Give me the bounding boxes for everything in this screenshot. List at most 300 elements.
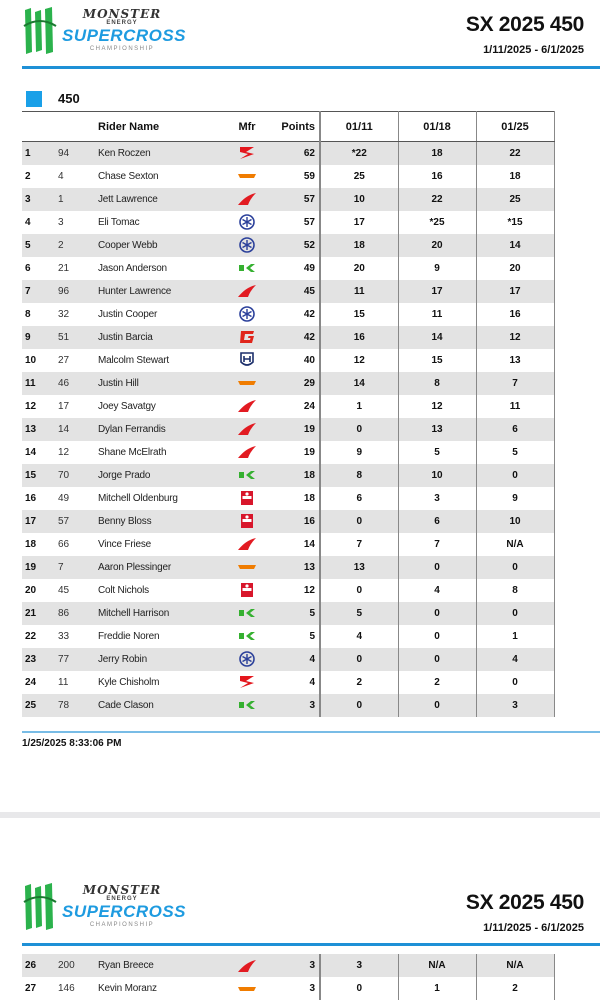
- rider-name: Jett Lawrence: [98, 188, 222, 211]
- supercross-logo-2: [22, 882, 187, 934]
- manufacturer-logo: [222, 372, 272, 395]
- manufacturer-logo: [222, 625, 272, 648]
- yamaha-logo-icon: [236, 651, 258, 667]
- rider-points: 29: [272, 372, 320, 395]
- honda-logo-icon: [236, 958, 258, 974]
- round-1-points: 7: [320, 533, 398, 556]
- rider-name: Colt Nichols: [98, 579, 222, 602]
- round-2-points: 0: [398, 602, 476, 625]
- beta-logo-icon: [236, 513, 258, 529]
- round-3-points: 5: [476, 441, 554, 464]
- monster-claw-icon: [22, 882, 58, 932]
- round-1-points: 1: [320, 395, 398, 418]
- yamaha-logo-icon: [236, 214, 258, 230]
- table-row: [22, 648, 554, 671]
- footer-rule: [22, 731, 600, 733]
- rider-number: 46: [56, 372, 98, 395]
- honda-logo-icon: [236, 421, 258, 437]
- col-round-2-header: 01/18: [398, 112, 476, 142]
- table-row: [22, 602, 554, 625]
- rider-name: Hunter Lawrence: [98, 280, 222, 303]
- suzuki-logo-icon: [236, 674, 258, 690]
- table-row: [22, 510, 554, 533]
- table-row: [22, 234, 554, 257]
- manufacturer-logo: [222, 977, 272, 1000]
- manufacturer-logo: [222, 556, 272, 579]
- round-1-points: 18: [320, 234, 398, 257]
- rider-number: 86: [56, 602, 98, 625]
- rider-number: 32: [56, 303, 98, 326]
- round-3-points: 4: [476, 648, 554, 671]
- round-3-points: 0: [476, 602, 554, 625]
- round-1-points: 0: [320, 510, 398, 533]
- rider-position: 14: [22, 441, 56, 464]
- rider-position: 12: [22, 395, 56, 418]
- round-1-points: 16: [320, 326, 398, 349]
- round-2-points: 8: [398, 372, 476, 395]
- beta-logo-icon: [236, 490, 258, 506]
- col-points-header: Points: [272, 112, 320, 142]
- table-row: [22, 349, 554, 372]
- round-2-points: 7: [398, 533, 476, 556]
- rider-position: 17: [22, 510, 56, 533]
- rider-position: 1: [22, 142, 56, 165]
- rider-number: 21: [56, 257, 98, 280]
- rider-position: 15: [22, 464, 56, 487]
- round-1-points: 0: [320, 579, 398, 602]
- rider-position: 9: [22, 326, 56, 349]
- round-2-points: 0: [398, 625, 476, 648]
- manufacturer-logo: [222, 579, 272, 602]
- rider-number: 94: [56, 142, 98, 165]
- rider-position: 4: [22, 211, 56, 234]
- table-row: [22, 441, 554, 464]
- table-row: [22, 671, 554, 694]
- kawasaki-logo-icon: [236, 467, 258, 483]
- round-1-points: *22: [320, 142, 398, 165]
- round-2-points: 5: [398, 441, 476, 464]
- round-3-points: 0: [476, 464, 554, 487]
- round-2-points: 13: [398, 418, 476, 441]
- honda-logo-icon: [236, 444, 258, 460]
- brand-monster: MONSTER: [82, 7, 162, 21]
- round-2-points: 17: [398, 280, 476, 303]
- rider-position: 22: [22, 625, 56, 648]
- rider-number: 1: [56, 188, 98, 211]
- page-title-2: SX 2025 450: [465, 891, 584, 914]
- rider-points: 16: [272, 510, 320, 533]
- round-2-points: 12: [398, 395, 476, 418]
- table-row: [22, 418, 554, 441]
- manufacturer-logo: [222, 234, 272, 257]
- table-row: [22, 487, 554, 510]
- ktm-logo-icon: [236, 981, 258, 997]
- rider-points: 12: [272, 579, 320, 602]
- honda-logo-icon: [236, 283, 258, 299]
- round-3-points: 18: [476, 165, 554, 188]
- rider-points: 57: [272, 188, 320, 211]
- col-mfr-header: Mfr: [222, 112, 272, 142]
- round-2-points: 16: [398, 165, 476, 188]
- round-3-points: 2: [476, 977, 554, 1000]
- standings-table: [22, 111, 555, 717]
- gasgas-logo-icon: [236, 329, 258, 345]
- kawasaki-logo-icon: [236, 605, 258, 621]
- manufacturer-logo: [222, 510, 272, 533]
- round-2-points: 9: [398, 257, 476, 280]
- rider-points: 42: [272, 326, 320, 349]
- round-3-points: *15: [476, 211, 554, 234]
- manufacturer-logo: [222, 487, 272, 510]
- manufacturer-logo: [222, 188, 272, 211]
- manufacturer-logo: [222, 602, 272, 625]
- rider-points: 42: [272, 303, 320, 326]
- rider-number: 2: [56, 234, 98, 257]
- rider-number: 11: [56, 671, 98, 694]
- rider-points: 40: [272, 349, 320, 372]
- rider-number: 12: [56, 441, 98, 464]
- table-row: [22, 556, 554, 579]
- col-rider-header: Rider Name: [98, 112, 222, 142]
- manufacturer-logo: [222, 648, 272, 671]
- round-1-points: 12: [320, 349, 398, 372]
- round-1-points: 25: [320, 165, 398, 188]
- rider-position: 10: [22, 349, 56, 372]
- rider-number: 78: [56, 694, 98, 717]
- rider-number: 66: [56, 533, 98, 556]
- rider-position: 26: [22, 954, 56, 977]
- table-row: [22, 280, 554, 303]
- round-1-points: 10: [320, 188, 398, 211]
- rider-number: 4: [56, 165, 98, 188]
- rider-number: 27: [56, 349, 98, 372]
- rider-position: 11: [22, 372, 56, 395]
- manufacturer-logo: [222, 395, 272, 418]
- rider-number: 7: [56, 556, 98, 579]
- rider-name: Malcolm Stewart: [98, 349, 222, 372]
- honda-logo-icon: [236, 191, 258, 207]
- rider-name: Kevin Moranz: [98, 977, 222, 1000]
- round-2-points: N/A: [398, 954, 476, 977]
- kawasaki-logo-icon: [236, 260, 258, 276]
- rider-name: Joey Savatgy: [98, 395, 222, 418]
- rider-points: 19: [272, 441, 320, 464]
- honda-logo-icon: [236, 536, 258, 552]
- manufacturer-logo: [222, 418, 272, 441]
- header-rule-2: [22, 943, 600, 946]
- round-1-points: 9: [320, 441, 398, 464]
- rider-position: 3: [22, 188, 56, 211]
- rider-points: 59: [272, 165, 320, 188]
- round-3-points: N/A: [476, 533, 554, 556]
- manufacturer-logo: [222, 533, 272, 556]
- rider-name: Jorge Prado: [98, 464, 222, 487]
- rider-points: 18: [272, 487, 320, 510]
- round-1-points: 17: [320, 211, 398, 234]
- round-1-points: 5: [320, 602, 398, 625]
- rider-name: Justin Barcia: [98, 326, 222, 349]
- round-1-points: 14: [320, 372, 398, 395]
- round-3-points: 11: [476, 395, 554, 418]
- round-1-points: 0: [320, 694, 398, 717]
- page-break: [0, 790, 600, 870]
- brand-series: SUPERCROSS: [62, 26, 187, 45]
- class-color-swatch: [26, 91, 42, 107]
- table-row: [22, 372, 554, 395]
- rider-number: 77: [56, 648, 98, 671]
- round-3-points: 14: [476, 234, 554, 257]
- table-row: [22, 165, 554, 188]
- rider-name: Freddie Noren: [98, 625, 222, 648]
- round-1-points: 3: [320, 954, 398, 977]
- round-2-points: 22: [398, 188, 476, 211]
- rider-points: 49: [272, 257, 320, 280]
- round-3-points: 20: [476, 257, 554, 280]
- round-3-points: 3: [476, 694, 554, 717]
- round-2-points: 10: [398, 464, 476, 487]
- round-1-points: 13: [320, 556, 398, 579]
- rider-name: Justin Hill: [98, 372, 222, 395]
- round-1-points: 2: [320, 671, 398, 694]
- round-3-points: 1: [476, 625, 554, 648]
- table-row: [22, 533, 554, 556]
- brand-series-2: SUPERCROSS: [62, 902, 187, 921]
- round-2-points: *25: [398, 211, 476, 234]
- round-1-points: 6: [320, 487, 398, 510]
- table-header-row: [22, 112, 554, 142]
- rider-name: Ryan Breece: [98, 954, 222, 977]
- rider-name: Jerry Robin: [98, 648, 222, 671]
- rider-number: 51: [56, 326, 98, 349]
- beta-logo-icon: [236, 582, 258, 598]
- rider-position: 18: [22, 533, 56, 556]
- rider-points: 18: [272, 464, 320, 487]
- round-3-points: 25: [476, 188, 554, 211]
- round-1-points: 0: [320, 977, 398, 1000]
- rider-points: 5: [272, 625, 320, 648]
- ktm-logo-icon: [236, 168, 258, 184]
- table-row: [22, 625, 554, 648]
- round-2-points: 2: [398, 671, 476, 694]
- manufacturer-logo: [222, 671, 272, 694]
- round-2-points: 18: [398, 142, 476, 165]
- round-3-points: N/A: [476, 954, 554, 977]
- rider-name: Justin Cooper: [98, 303, 222, 326]
- rider-number: 49: [56, 487, 98, 510]
- ktm-logo-icon: [236, 559, 258, 575]
- rider-position: 24: [22, 671, 56, 694]
- round-2-points: 6: [398, 510, 476, 533]
- table-row: [22, 579, 554, 602]
- rider-position: 2: [22, 165, 56, 188]
- round-3-points: 17: [476, 280, 554, 303]
- rider-name: Cade Clason: [98, 694, 222, 717]
- manufacturer-logo: [222, 441, 272, 464]
- round-3-points: 12: [476, 326, 554, 349]
- round-3-points: 0: [476, 556, 554, 579]
- table-row: [22, 303, 554, 326]
- rider-points: 24: [272, 395, 320, 418]
- rider-position: 27: [22, 977, 56, 1000]
- round-3-points: 8: [476, 579, 554, 602]
- table-row: [22, 257, 554, 280]
- rider-number: 146: [56, 977, 98, 1000]
- rider-points: 19: [272, 418, 320, 441]
- rider-points: 4: [272, 671, 320, 694]
- table-row: [22, 326, 554, 349]
- manufacturer-logo: [222, 280, 272, 303]
- round-3-points: 16: [476, 303, 554, 326]
- season-dates-2: 1/11/2025 - 6/1/2025: [483, 922, 584, 934]
- round-3-points: 0: [476, 671, 554, 694]
- rider-name: Cooper Webb: [98, 234, 222, 257]
- round-2-points: 11: [398, 303, 476, 326]
- table-row: [22, 211, 554, 234]
- round-2-points: 14: [398, 326, 476, 349]
- generated-timestamp: 1/25/2025 8:33:06 PM: [22, 738, 122, 749]
- rider-position: 16: [22, 487, 56, 510]
- rider-number: 45: [56, 579, 98, 602]
- round-3-points: 9: [476, 487, 554, 510]
- manufacturer-logo: [222, 326, 272, 349]
- brand-sub: CHAMPIONSHIP: [89, 46, 155, 52]
- round-3-points: 10: [476, 510, 554, 533]
- rider-position: 21: [22, 602, 56, 625]
- standings-table-continued: [22, 954, 555, 1000]
- manufacturer-logo: [222, 464, 272, 487]
- rider-number: 14: [56, 418, 98, 441]
- rider-position: 19: [22, 556, 56, 579]
- rider-number: 3: [56, 211, 98, 234]
- round-1-points: 15: [320, 303, 398, 326]
- rider-points: 13: [272, 556, 320, 579]
- brand-energy: ENERGY: [106, 20, 138, 26]
- col-round-1-header: 01/11: [320, 112, 398, 142]
- round-3-points: 6: [476, 418, 554, 441]
- round-2-points: 3: [398, 487, 476, 510]
- supercross-logo: [22, 6, 187, 58]
- round-3-points: 7: [476, 372, 554, 395]
- rider-name: Mitchell Oldenburg: [98, 487, 222, 510]
- rider-points: 52: [272, 234, 320, 257]
- honda-logo-icon: [236, 398, 258, 414]
- rider-name: Dylan Ferrandis: [98, 418, 222, 441]
- rider-name: Jason Anderson: [98, 257, 222, 280]
- rider-name: Shane McElrath: [98, 441, 222, 464]
- rider-name: Chase Sexton: [98, 165, 222, 188]
- round-1-points: 0: [320, 418, 398, 441]
- round-1-points: 0: [320, 648, 398, 671]
- page-title: SX 2025 450: [465, 13, 584, 36]
- round-3-points: 22: [476, 142, 554, 165]
- col-pos-header: [22, 112, 56, 142]
- suzuki-logo-icon: [236, 145, 258, 161]
- rider-number: 33: [56, 625, 98, 648]
- rider-points: 57: [272, 211, 320, 234]
- rider-position: 23: [22, 648, 56, 671]
- col-num-header: [56, 112, 98, 142]
- rider-position: 6: [22, 257, 56, 280]
- table-row: [22, 142, 554, 165]
- ktm-logo-icon: [236, 375, 258, 391]
- season-dates: 1/11/2025 - 6/1/2025: [483, 44, 584, 56]
- manufacturer-logo: [222, 211, 272, 234]
- rider-number: 70: [56, 464, 98, 487]
- round-1-points: 4: [320, 625, 398, 648]
- col-round-3-header: 01/25: [476, 112, 554, 142]
- round-2-points: 20: [398, 234, 476, 257]
- round-2-points: 0: [398, 556, 476, 579]
- header-rule: [22, 66, 600, 69]
- rider-number: 96: [56, 280, 98, 303]
- brand-sub-2: CHAMPIONSHIP: [89, 922, 155, 928]
- rider-points: 14: [272, 533, 320, 556]
- round-1-points: 11: [320, 280, 398, 303]
- manufacturer-logo: [222, 303, 272, 326]
- kawasaki-logo-icon: [236, 628, 258, 644]
- brand-energy-2: ENERGY: [106, 896, 138, 902]
- rider-position: 8: [22, 303, 56, 326]
- rider-position: 13: [22, 418, 56, 441]
- rider-number: 17: [56, 395, 98, 418]
- yamaha-logo-icon: [236, 237, 258, 253]
- rider-position: 20: [22, 579, 56, 602]
- table-row: [22, 395, 554, 418]
- rider-points: 45: [272, 280, 320, 303]
- rider-name: Aaron Plessinger: [98, 556, 222, 579]
- rider-name: Ken Roczen: [98, 142, 222, 165]
- table-row: [22, 977, 554, 1000]
- rider-position: 7: [22, 280, 56, 303]
- rider-points: 3: [272, 954, 320, 977]
- rider-name: Kyle Chisholm: [98, 671, 222, 694]
- rider-points: 62: [272, 142, 320, 165]
- rider-points: 4: [272, 648, 320, 671]
- table-row: [22, 464, 554, 487]
- round-2-points: 0: [398, 694, 476, 717]
- kawasaki-logo-icon: [236, 697, 258, 713]
- manufacturer-logo: [222, 349, 272, 372]
- manufacturer-logo: [222, 165, 272, 188]
- round-1-points: 8: [320, 464, 398, 487]
- monster-claw-icon: [22, 6, 58, 56]
- rider-position: 5: [22, 234, 56, 257]
- table-row: [22, 188, 554, 211]
- round-2-points: 15: [398, 349, 476, 372]
- rider-name: Mitchell Harrison: [98, 602, 222, 625]
- manufacturer-logo: [222, 694, 272, 717]
- table-row: [22, 954, 554, 977]
- round-2-points: 0: [398, 648, 476, 671]
- manufacturer-logo: [222, 142, 272, 165]
- rider-name: Eli Tomac: [98, 211, 222, 234]
- rider-name: Vince Friese: [98, 533, 222, 556]
- rider-position: 25: [22, 694, 56, 717]
- manufacturer-logo: [222, 954, 272, 977]
- brand-monster-2: MONSTER: [82, 883, 162, 897]
- yamaha-logo-icon: [236, 306, 258, 322]
- round-2-points: 4: [398, 579, 476, 602]
- manufacturer-logo: [222, 257, 272, 280]
- rider-name: Benny Bloss: [98, 510, 222, 533]
- rider-number: 57: [56, 510, 98, 533]
- round-1-points: 20: [320, 257, 398, 280]
- husqvarna-logo-icon: [236, 352, 258, 368]
- rider-points: 5: [272, 602, 320, 625]
- round-2-points: 1: [398, 977, 476, 1000]
- rider-points: 3: [272, 694, 320, 717]
- standings-page-2: [0, 870, 600, 1007]
